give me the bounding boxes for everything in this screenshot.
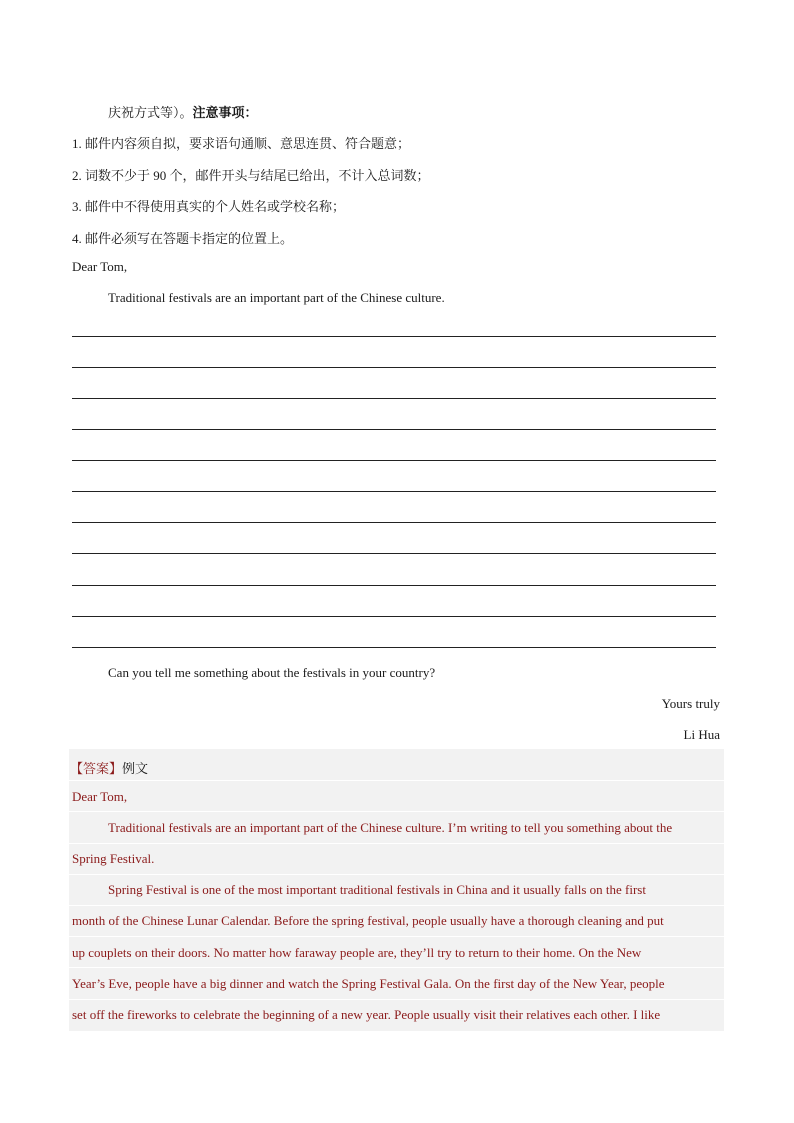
letter-signoff: Yours truly: [661, 696, 720, 711]
answer-line: Year’s Eve, people have a big dinner and watch the Spring Festival Gala. On the first day of the New Year, people: [72, 976, 665, 991]
answer-divider: [69, 874, 724, 875]
answer-line: Spring Festival.: [72, 851, 155, 866]
instruction-item-3: 3. 邮件中不得使用真实的个人姓名或学校名称；: [72, 199, 346, 214]
writing-line: [72, 491, 716, 492]
writing-line: [72, 585, 716, 586]
instruction-intro: [108, 102, 258, 121]
answer-divider: [69, 999, 724, 1000]
instruction-item-2: 2. 词数不少于 90 个，邮件开头与结尾已给出，不计入总词数；: [72, 168, 430, 183]
letter-signature: Li Hua: [683, 727, 720, 742]
instruction-item-1: 1. 邮件内容须自拟，要求语句通顺、意思连贯、符合题意；: [72, 136, 411, 151]
answer-line: month of the Chinese Lunar Calendar. Before the spring festival, people usually have a thorough cleaning and put: [72, 913, 664, 928]
answer-divider: [69, 780, 724, 781]
letter-opening: Traditional festivals are an important part of the Chinese culture.: [108, 290, 445, 305]
letter-greeting: Dear Tom,: [72, 259, 128, 274]
answer-tag: 【答案】: [70, 761, 123, 776]
answer-divider: [69, 811, 724, 812]
writing-line: [72, 336, 716, 337]
instruction-intro-text: 庆祝方式等）。: [108, 105, 193, 120]
answer-line: up couplets on their doors. No matter how faraway people are, they’ll try to return to their home. On the New: [72, 945, 642, 960]
answer-line: Traditional festivals are an important part of the Chinese culture. I’m writing to tell you something about the: [108, 820, 673, 835]
answer-divider: [69, 936, 724, 937]
letter-closing-question: Can you tell me something about the festivals in your country?: [108, 665, 436, 680]
answer-greeting: Dear Tom,: [72, 789, 128, 804]
writing-line: [72, 553, 716, 554]
instruction-item-4: 4. 邮件必须写在答题卡指定的位置上。: [72, 231, 294, 246]
writing-line: [72, 398, 716, 399]
answer-tag-suffix: 例文: [122, 761, 149, 776]
writing-line: [72, 616, 716, 617]
answer-heading: [70, 758, 148, 777]
writing-line: [72, 460, 716, 461]
writing-line: [72, 429, 716, 430]
notes-heading: 注意事项：: [192, 105, 258, 120]
answer-line: set off the fireworks to celebrate the beginning of a new year. People usually visit their relatives each other. I like: [72, 1007, 661, 1022]
writing-line: [72, 367, 716, 368]
writing-line: [72, 522, 716, 523]
answer-divider: [69, 967, 724, 968]
answer-line: Spring Festival is one of the most important traditional festivals in China and it usually falls on the first: [108, 882, 646, 897]
answer-divider: [69, 905, 724, 906]
answer-divider: [69, 843, 724, 844]
writing-line: [72, 647, 716, 648]
